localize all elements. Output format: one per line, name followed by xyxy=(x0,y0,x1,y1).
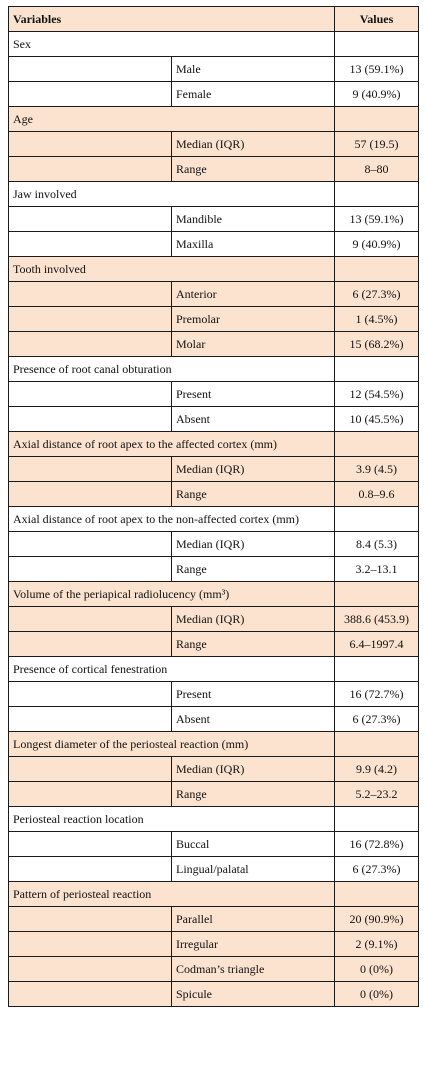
row-label: Irregular xyxy=(172,932,335,957)
group-row xyxy=(9,657,419,682)
table-row xyxy=(9,307,419,332)
row-label: Median (IQR) xyxy=(172,607,335,632)
indent-cell xyxy=(9,132,172,157)
table-row xyxy=(9,157,419,182)
row-label: Female xyxy=(172,82,335,107)
row-value: 9 (40.9%) xyxy=(335,82,419,107)
group-label: Pattern of periosteal reaction xyxy=(9,882,335,907)
indent-cell xyxy=(9,407,172,432)
table-body xyxy=(9,32,419,1007)
row-value: 57 (19.5) xyxy=(335,132,419,157)
row-value: 5.2–23.2 xyxy=(335,782,419,807)
row-label: Range xyxy=(172,632,335,657)
group-value-empty xyxy=(335,807,419,832)
row-label: Mandible xyxy=(172,207,335,232)
table-row xyxy=(9,982,419,1007)
row-label: Median (IQR) xyxy=(172,457,335,482)
row-value: 9.9 (4.2) xyxy=(335,757,419,782)
table-row xyxy=(9,332,419,357)
row-label: Spicule xyxy=(172,982,335,1007)
row-label: Range xyxy=(172,482,335,507)
row-value: 16 (72.7%) xyxy=(335,682,419,707)
table-row xyxy=(9,207,419,232)
row-label: Maxilla xyxy=(172,232,335,257)
row-label: Absent xyxy=(172,707,335,732)
table-row xyxy=(9,132,419,157)
table-row xyxy=(9,557,419,582)
indent-cell xyxy=(9,157,172,182)
group-row xyxy=(9,807,419,832)
row-value: 20 (90.9%) xyxy=(335,907,419,932)
row-label: Range xyxy=(172,157,335,182)
table-row xyxy=(9,957,419,982)
group-row xyxy=(9,582,419,607)
table-row xyxy=(9,57,419,82)
row-label: Present xyxy=(172,382,335,407)
indent-cell xyxy=(9,382,172,407)
row-label: Median (IQR) xyxy=(172,757,335,782)
group-label: Presence of cortical fenestration xyxy=(9,657,335,682)
row-label: Male xyxy=(172,57,335,82)
indent-cell xyxy=(9,907,172,932)
group-row xyxy=(9,507,419,532)
header-variables: Variables xyxy=(9,7,335,32)
indent-cell xyxy=(9,307,172,332)
indent-cell xyxy=(9,482,172,507)
row-label: Anterior xyxy=(172,282,335,307)
row-label: Median (IQR) xyxy=(172,532,335,557)
row-value: 8.4 (5.3) xyxy=(335,532,419,557)
indent-cell xyxy=(9,557,172,582)
group-label: Periosteal reaction location xyxy=(9,807,335,832)
table-row xyxy=(9,457,419,482)
table-row xyxy=(9,782,419,807)
indent-cell xyxy=(9,932,172,957)
table-header-row xyxy=(9,7,419,32)
table-row xyxy=(9,832,419,857)
group-label: Volume of the periapical radiolucency (mm³) xyxy=(9,582,335,607)
table-row xyxy=(9,607,419,632)
table-row xyxy=(9,282,419,307)
row-label: Range xyxy=(172,782,335,807)
indent-cell xyxy=(9,857,172,882)
indent-cell xyxy=(9,57,172,82)
indent-cell xyxy=(9,457,172,482)
row-label: Molar xyxy=(172,332,335,357)
group-value-empty xyxy=(335,582,419,607)
row-value: 9 (40.9%) xyxy=(335,232,419,257)
row-value: 13 (59.1%) xyxy=(335,207,419,232)
group-row xyxy=(9,432,419,457)
indent-cell xyxy=(9,682,172,707)
row-label: Present xyxy=(172,682,335,707)
indent-cell xyxy=(9,532,172,557)
group-row xyxy=(9,107,419,132)
group-row xyxy=(9,257,419,282)
group-row xyxy=(9,182,419,207)
row-value: 0 (0%) xyxy=(335,982,419,1007)
row-value: 0.8–9.6 xyxy=(335,482,419,507)
group-label: Axial distance of root apex to the affected cortex (mm) xyxy=(9,432,335,457)
group-value-empty xyxy=(335,32,419,57)
table-row xyxy=(9,757,419,782)
indent-cell xyxy=(9,207,172,232)
table-row xyxy=(9,707,419,732)
indent-cell xyxy=(9,957,172,982)
indent-cell xyxy=(9,232,172,257)
group-label: Presence of root canal obturation xyxy=(9,357,335,382)
row-value: 388.6 (453.9) xyxy=(335,607,419,632)
row-value: 3.9 (4.5) xyxy=(335,457,419,482)
group-label: Axial distance of root apex to the non-affected cortex (mm) xyxy=(9,507,335,532)
indent-cell xyxy=(9,332,172,357)
indent-cell xyxy=(9,782,172,807)
group-row xyxy=(9,882,419,907)
indent-cell xyxy=(9,607,172,632)
row-label: Buccal xyxy=(172,832,335,857)
group-label: Tooth involved xyxy=(9,257,335,282)
indent-cell xyxy=(9,282,172,307)
results-table xyxy=(8,6,419,1007)
table-row xyxy=(9,632,419,657)
row-label: Codman’s triangle xyxy=(172,957,335,982)
row-label: Lingual/palatal xyxy=(172,857,335,882)
indent-cell xyxy=(9,82,172,107)
group-value-empty xyxy=(335,357,419,382)
table-row xyxy=(9,407,419,432)
table-row xyxy=(9,857,419,882)
row-value: 10 (45.5%) xyxy=(335,407,419,432)
table-row xyxy=(9,932,419,957)
group-label: Jaw involved xyxy=(9,182,335,207)
group-value-empty xyxy=(335,432,419,457)
group-value-empty xyxy=(335,182,419,207)
group-label: Sex xyxy=(9,32,335,57)
group-label: Longest diameter of the periosteal reaction (mm) xyxy=(9,732,335,757)
row-label: Range xyxy=(172,557,335,582)
indent-cell xyxy=(9,832,172,857)
group-value-empty xyxy=(335,732,419,757)
row-value: 6 (27.3%) xyxy=(335,857,419,882)
table-row xyxy=(9,482,419,507)
table-row xyxy=(9,382,419,407)
group-row xyxy=(9,732,419,757)
indent-cell xyxy=(9,632,172,657)
table-row xyxy=(9,907,419,932)
group-value-empty xyxy=(335,882,419,907)
table-row xyxy=(9,82,419,107)
row-value: 8–80 xyxy=(335,157,419,182)
group-value-empty xyxy=(335,107,419,132)
row-value: 13 (59.1%) xyxy=(335,57,419,82)
group-value-empty xyxy=(335,657,419,682)
row-value: 1 (4.5%) xyxy=(335,307,419,332)
row-value: 3.2–13.1 xyxy=(335,557,419,582)
row-label: Median (IQR) xyxy=(172,132,335,157)
row-value: 6 (27.3%) xyxy=(335,282,419,307)
row-value: 0 (0%) xyxy=(335,957,419,982)
group-row xyxy=(9,32,419,57)
table-row xyxy=(9,682,419,707)
row-label: Premolar xyxy=(172,307,335,332)
group-label: Age xyxy=(9,107,335,132)
row-value: 6.4–1997.4 xyxy=(335,632,419,657)
table-row xyxy=(9,232,419,257)
header-values: Values xyxy=(335,7,419,32)
group-value-empty xyxy=(335,507,419,532)
row-label: Parallel xyxy=(172,907,335,932)
group-value-empty xyxy=(335,257,419,282)
table-row xyxy=(9,532,419,557)
row-value: 2 (9.1%) xyxy=(335,932,419,957)
indent-cell xyxy=(9,757,172,782)
indent-cell xyxy=(9,982,172,1007)
row-value: 6 (27.3%) xyxy=(335,707,419,732)
row-value: 16 (72.8%) xyxy=(335,832,419,857)
row-value: 12 (54.5%) xyxy=(335,382,419,407)
indent-cell xyxy=(9,707,172,732)
row-value: 15 (68.2%) xyxy=(335,332,419,357)
row-label: Absent xyxy=(172,407,335,432)
group-row xyxy=(9,357,419,382)
